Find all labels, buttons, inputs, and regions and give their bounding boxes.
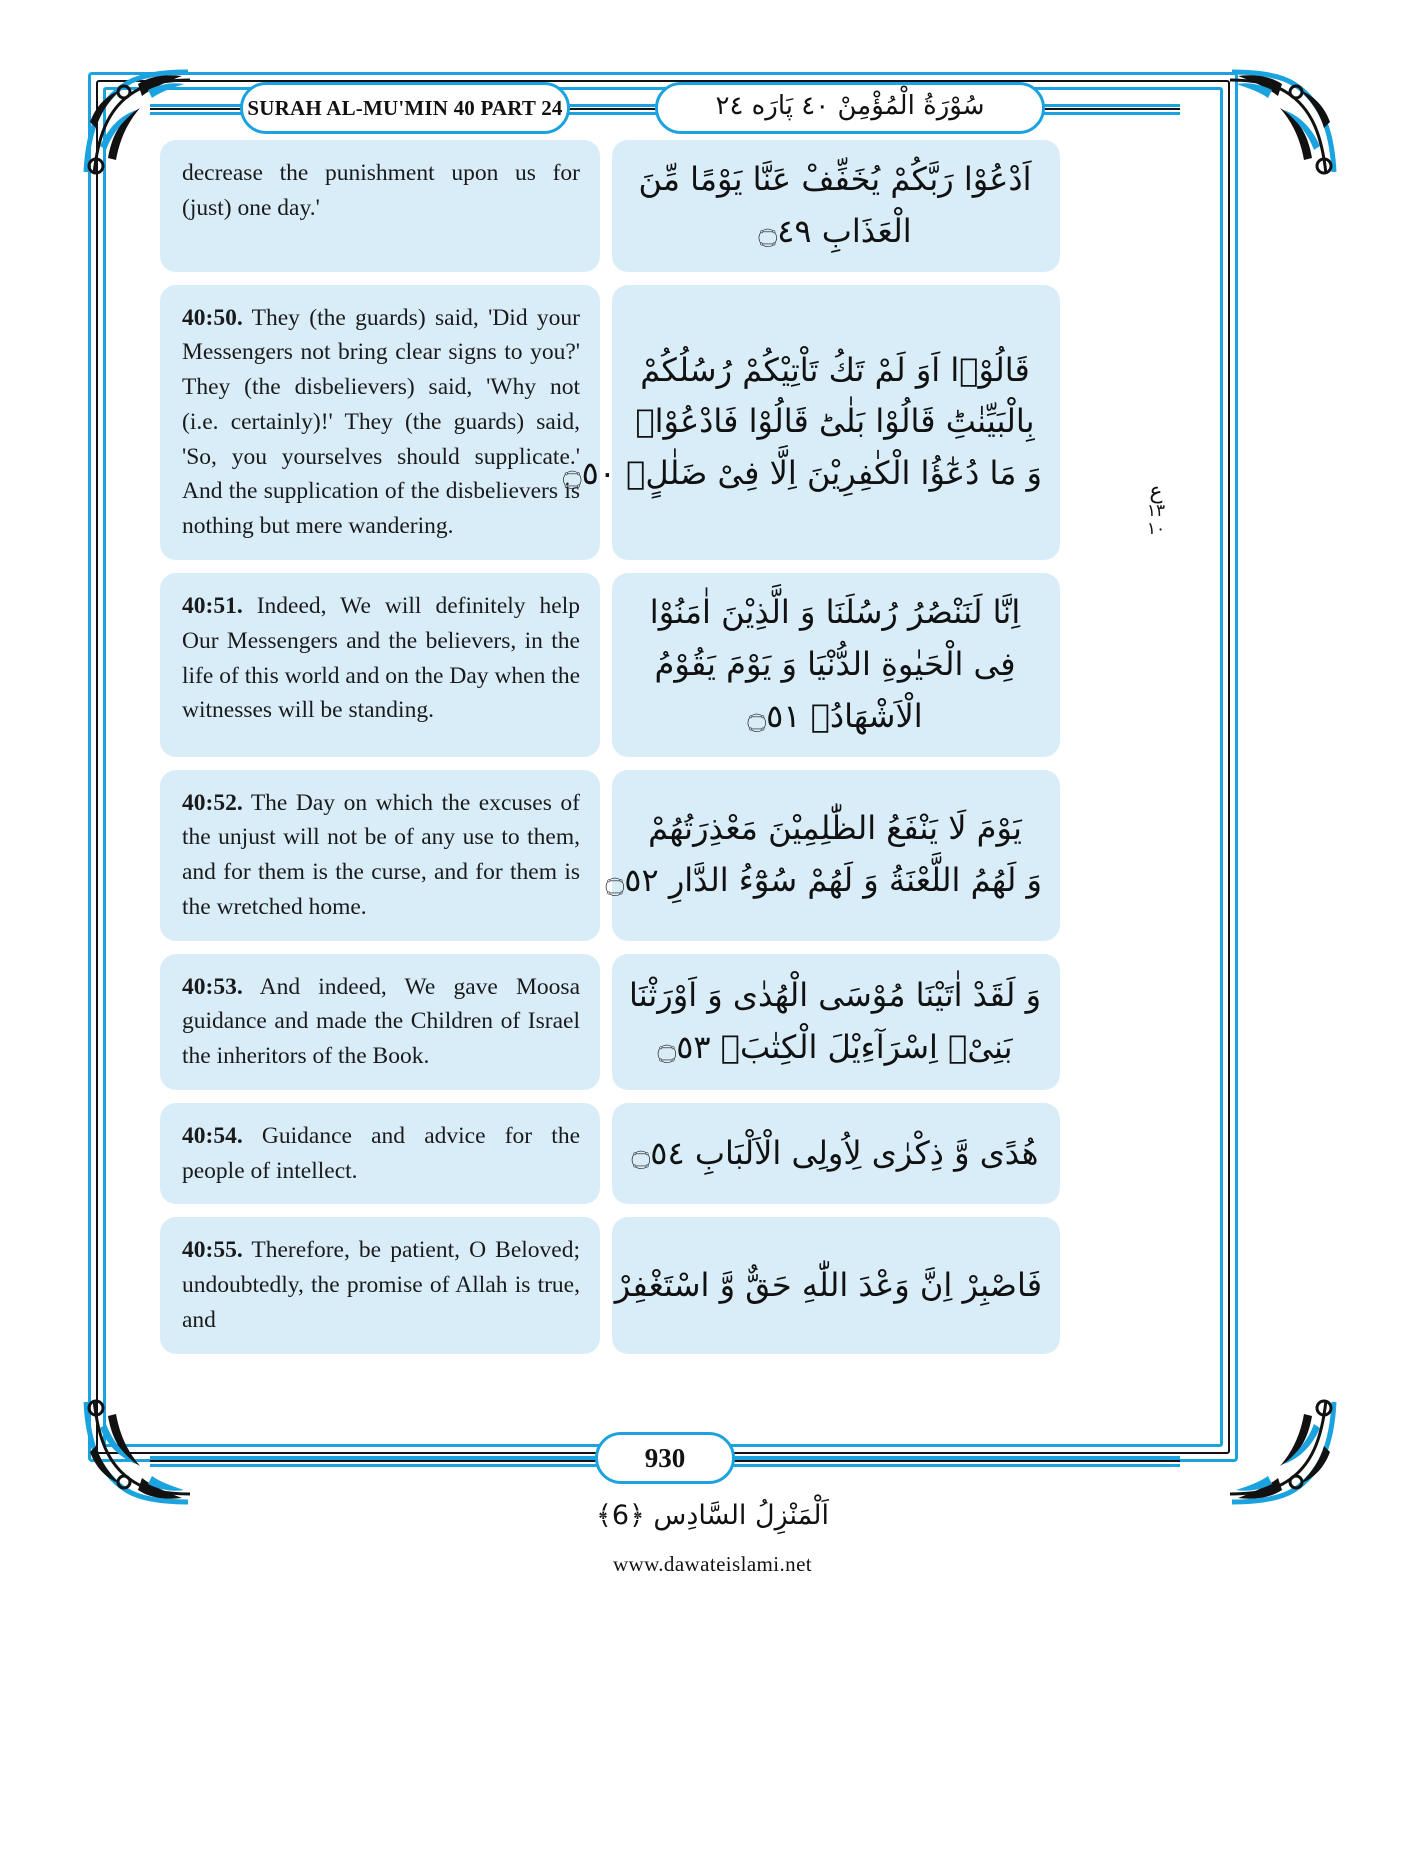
verse-arabic-line: فِی الْحَیٰوةِ الدُّنْیَا وَ یَوْمَ یَقُوْمُ	[654, 644, 1016, 683]
verse-number: 40:50.	[182, 304, 243, 331]
verse-arabic-cell	[612, 140, 1060, 272]
verse-translation-cell	[160, 954, 600, 1090]
verse-translation-text: And indeed, We gave Moosa guidance and made the Children of Israel the inheritors of the Book.	[182, 973, 580, 1070]
surah-title-ar-pill	[655, 82, 1045, 134]
ruku-number-bottom: ١٠	[1146, 518, 1166, 539]
verse-arabic-cell	[612, 573, 1060, 756]
page-number: 930	[644, 1442, 686, 1473]
verse-row	[160, 770, 1060, 941]
verse-arabic-line: بِالْبَیِّنٰتِؕ قَالُوْا بَلٰىؕ قَالُوْا فَادْعُوْاۚ	[635, 402, 1035, 441]
verse-number: 40:51.	[182, 593, 243, 620]
verse-list	[160, 140, 1060, 1367]
verse-translation-text: decrease the punishment upon us for (just) one day.'	[182, 160, 580, 221]
verse-row	[160, 573, 1060, 756]
verse-translation-text: Indeed, We will definitely help Our Messengers and the believers, in the life of this world and on the Day when the witnesses will be standing.	[182, 593, 581, 724]
surah-title-en: SURAH AL-MU'MIN 40 PART 24	[247, 95, 563, 120]
verse-arabic-line: الْاَشْهَادُۙ ۝٥١	[747, 696, 923, 735]
verse-arabic-cell	[562, 285, 1060, 560]
verse-arabic-line: وَ مَا دُعٰٓؤُا الْكٰفِرِیْنَ اِلَّا فِیْ ضَلٰلٍ۠ ۝٥٠	[562, 454, 1042, 493]
verse-translation-cell	[160, 1217, 600, 1353]
verse-arabic-line: اِنَّا لَنَنْصُرُ رُسُلَنَا وَ الَّذِیْنَ اٰمَنُوْا	[649, 593, 1021, 632]
verse-arabic-line: الْعَذَابِ ۝٤٩	[758, 211, 912, 250]
verse-row	[160, 1103, 1060, 1205]
verse-translation-cell	[160, 770, 600, 941]
verse-translation-cell	[160, 285, 600, 560]
verse-arabic-line: هُدًى وَّ ذِكْرٰى لِاُولِی الْاَلْبَابِ ۝٥٤	[631, 1133, 1039, 1172]
verse-number: 40:54.	[182, 1122, 243, 1149]
site-url: www.dawateislami.net	[612, 1552, 813, 1576]
verse-translation-cell	[160, 573, 600, 756]
verse-arabic-cell	[605, 770, 1060, 941]
verse-translation-text: The Day on which the excuses of the unjust will not be of any use to them, and for them is the curse, and for them is the wretched home.	[182, 789, 580, 920]
surah-title-en-pill	[240, 82, 570, 134]
manzil-label: اَلْمَنْزِلُ السَّادِس ﴿6﴾	[595, 1500, 830, 1531]
verse-arabic-line: اَدْعُوْا رَبَّكُمْ يُخَفِّفْ عَنَّا يَوْمًا مِّنَ	[638, 160, 1032, 198]
ruku-number-top: ١٣	[1146, 501, 1166, 522]
verse-row	[160, 1217, 1060, 1353]
verse-arabic-cell	[612, 954, 1060, 1090]
verse-translation-cell	[160, 1103, 600, 1205]
verse-arabic-line: بَنِیْۤ اِسْرَآءِیْلَ الْكِتٰبَۙ ۝٥٣	[657, 1027, 1013, 1066]
verse-translation-text: Therefore, be patient, O Beloved; undoubtedly, the promise of Allah is true, and	[182, 1237, 580, 1333]
page-number-pill	[595, 1432, 735, 1484]
verse-number: 40:55.	[182, 1237, 243, 1264]
corner-ornament-icon	[1222, 1392, 1342, 1512]
page-header	[150, 82, 1180, 136]
ruku-marker	[1128, 480, 1184, 539]
verse-number: 40:52.	[182, 789, 243, 816]
verse-arabic-cell	[612, 1103, 1060, 1205]
verse-translation-text: Guidance and advice for the people of intellect.	[182, 1122, 581, 1184]
ruku-ain-glyph: ع	[1149, 479, 1163, 504]
verse-translation-text: They (the guards) said, 'Did your Messengers not bring clear signs to you?' They (the disbelievers) said, 'Why not (i.e. certainly)!' They (the guards) said, 'So, you yourselves should supplicate.' And the supplication of the disbelievers is nothing but mere wandering.	[182, 304, 580, 540]
verse-arabic-line: فَاصْبِرْ اِنَّ وَعْدَ اللّٰهِ حَقٌّ وَّ اسْتَغْفِرْ	[614, 1265, 1042, 1304]
verse-arabic-line: وَ لَهُمُ اللَّعْنَةُ وَ لَهُمْ سُوْٓءُ الدَّارِ ۝٥٢	[605, 861, 1042, 900]
verse-arabic-line: یَوْمَ لَا یَنْفَعُ الظّٰلِمِیْنَ مَعْذِرَتُهُمْ	[648, 809, 1022, 848]
verse-translation-cell	[160, 140, 600, 272]
verse-number: 40:53.	[182, 973, 243, 1000]
verse-arabic-cell	[612, 1217, 1060, 1353]
verse-arabic-line: قَالُوْۤا اَوَ لَمْ تَكُ تَاْتِیْكُمْ رُسُلُكُمْ	[640, 350, 1030, 389]
surah-title-ar: سُوْرَةُ الْمُؤْمِنْ ٤٠ پَارَه ٢٤	[715, 91, 985, 121]
verse-row	[160, 140, 1060, 272]
corner-ornament-icon	[1222, 62, 1342, 182]
verse-arabic-line: وَ لَقَدْ اٰتَیْنَا مُوْسَى الْهُدٰى وَ اَوْرَثْنَا	[628, 975, 1042, 1014]
verse-row	[160, 954, 1060, 1090]
verse-row	[160, 285, 1060, 560]
page-footer	[150, 1432, 1180, 1488]
